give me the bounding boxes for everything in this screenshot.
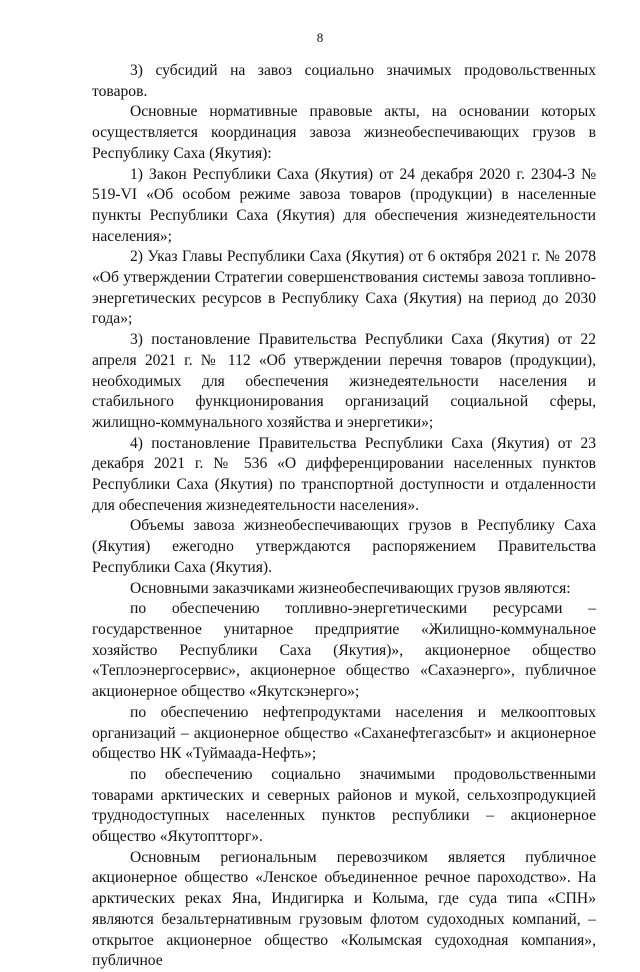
paragraph: Основным региональным перевозчиком является публичное акционерное общество «Ленское объединенное речное пароходство». На арктических реках Яна, Индигирка и Колыма, где суда типа «СПН» являются безальтернативным грузовым флотом судоходных компаний, – открытое акционерное общество «Колымская судоходная компания», публичное bbox=[92, 848, 596, 970]
paragraph: Основные нормативные правовые акты, на основании которых осуществляется координация завоза жизнеобеспечивающих грузов в Республику Саха (Якутия): bbox=[92, 103, 596, 162]
paragraph: по обеспечению топливно-энергетическими ресурсами – государственное унитарное предприятие «Жилищно-коммунальное хозяйство Республики Саха (Якутия)», акционерное общество «Теплоэнергосервис», акционерное общество «Сахаэнерго», публичное акционерное общество «Якутскэнерго»; bbox=[92, 600, 596, 701]
paragraph: 3) постановление Правительства Республики Саха (Якутия) от 22 апреля 2021 г. № 112 «Об утверждении перечня товаров (продукции), необходимых для обеспечения жизнедеятельности населения и стабильного функционирования организаций социальной сферы, жилищно-коммунального хозяйства и энергетики»; bbox=[92, 331, 596, 431]
page-number: 8 bbox=[316, 30, 324, 45]
paragraph: Объемы завоза жизнеобеспечивающих грузов в Республику Саха (Якутия) ежегодно утверждаются распоряжением Правительства Республики Саха (Якутия). bbox=[92, 517, 596, 576]
body-text bbox=[92, 61, 596, 972]
paragraph: 3) субсидий на завоз социально значимых продовольственных товаров. bbox=[92, 62, 596, 100]
paragraph: по обеспечению нефтепродуктами населения и мелкооптовых организаций – акционерное общество «Саханефтегазсбыт» и акционерное общество НК «Туймаада-Нефть»; bbox=[92, 703, 596, 763]
paragraph: 2) Указ Главы Республики Саха (Якутия) от 6 октября 2021 г. № 2078 «Об утверждении Стратегии совершенствования системы завоза топливно-энергетических ресурсов в Республику Саха (Якутия) на период до 2030 года»; bbox=[92, 248, 596, 328]
paragraph: Основными заказчиками жизнеобеспечивающих грузов являются: bbox=[130, 579, 571, 597]
paragraph: по обеспечению социально значимыми продовольственными товарами арктических и северных районов и мукой, сельхозпродукцией труднодоступных населенных пунктов республики – акционерное общество «Якутоптторг». bbox=[92, 765, 596, 846]
paragraph: 1) Закон Республики Саха (Якутия) от 24 декабря 2020 г. 2304-З № 519-VI «Об особом режиме завоза товаров (продукции) в населенные пункты Республики Саха (Якутия) для обеспечения жизнедеятельности населения»; bbox=[92, 165, 596, 245]
paragraph: 4) постановление Правительства Республики Саха (Якутия) от 23 декабря 2021 г. № 536 «О дифференцировании населенных пунктов Республики Саха (Якутия) по транспортной доступности и отдаленности для обеспечения жизнедеятельности населения». bbox=[92, 434, 596, 514]
